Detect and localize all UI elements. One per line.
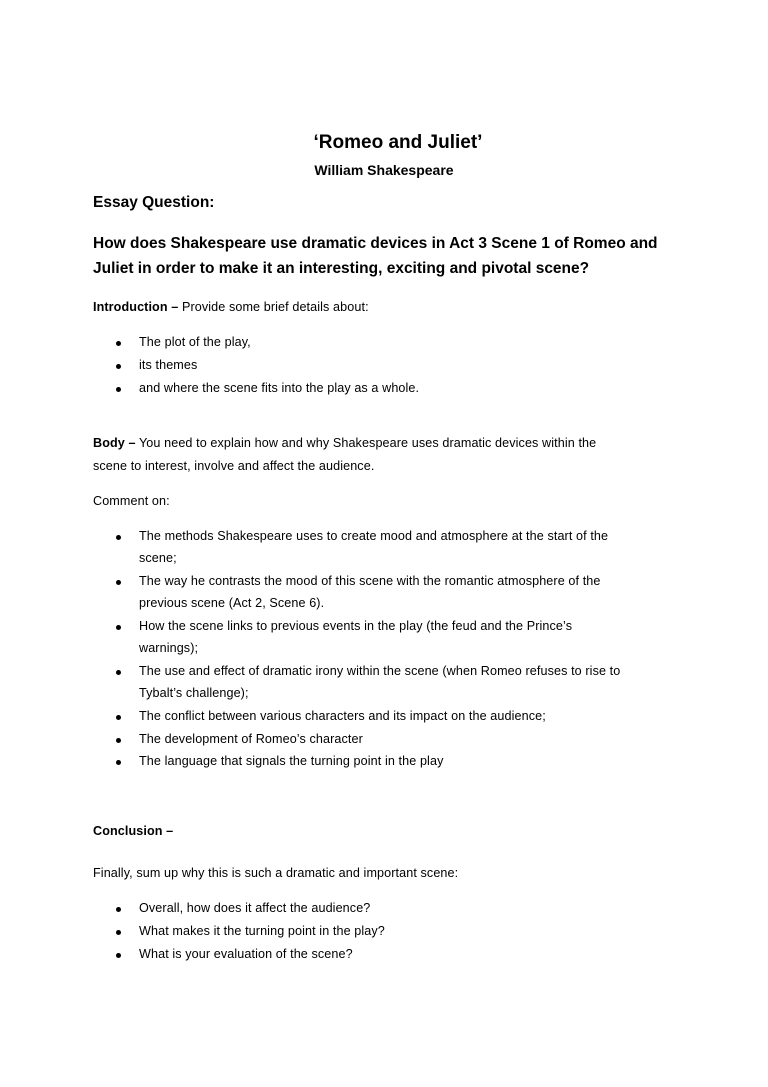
bullet-icon <box>116 625 121 630</box>
body-paragraph-line-1 <box>93 436 596 450</box>
list-item: The conflict between various characters and its impact on the audience; <box>139 709 546 723</box>
conclusion-label: Conclusion – <box>93 824 174 838</box>
list-item: Tybalt’s challenge); <box>139 686 249 700</box>
conclusion-text: Finally, sum up why this is such a dramatic and important scene: <box>93 866 459 880</box>
list-item: previous scene (Act 2, Scene 6). <box>139 596 325 610</box>
bullet-icon <box>116 738 121 743</box>
bullet-icon <box>116 760 121 765</box>
list-item: its themes <box>139 358 198 372</box>
bullet-icon <box>116 341 121 346</box>
document-title: ‘Romeo and Juliet’ <box>313 132 483 153</box>
document-author: William Shakespeare <box>314 162 454 178</box>
bullet-icon <box>116 930 121 935</box>
list-item: The methods Shakespeare uses to create mood and atmosphere at the start of the <box>139 529 609 543</box>
bullet-icon <box>116 364 121 369</box>
question-line-1: How does Shakespeare use dramatic devices in Act 3 Scene 1 of Romeo and <box>93 235 658 252</box>
list-item: The way he contrasts the mood of this scene with the romantic atmosphere of the <box>139 574 601 588</box>
introduction-text: Provide some brief details about: <box>178 300 369 314</box>
bullet-icon <box>116 670 121 675</box>
list-item: Overall, how does it affect the audience? <box>139 901 371 915</box>
list-item: The plot of the play, <box>139 335 251 349</box>
question-line-2: Juliet in order to make it an interesting, exciting and pivotal scene? <box>93 260 590 277</box>
list-item: What is your evaluation of the scene? <box>139 947 353 961</box>
introduction-label: Introduction – <box>93 300 179 314</box>
body-text: You need to explain how and why Shakespeare uses dramatic devices within the <box>135 436 597 450</box>
essay-question-heading: Essay Question: <box>93 194 215 211</box>
bullet-icon <box>116 580 121 585</box>
bullet-icon <box>116 387 121 392</box>
list-item: The development of Romeo’s character <box>139 732 363 746</box>
list-item: What makes it the turning point in the play? <box>139 924 385 938</box>
bullet-icon <box>116 715 121 720</box>
body-label: Body – <box>93 436 136 450</box>
body-paragraph-line-2: scene to interest, involve and affect the audience. <box>93 459 375 473</box>
list-item: scene; <box>139 551 177 565</box>
list-item: How the scene links to previous events in the play (the feud and the Prince’s <box>139 619 573 633</box>
comment-on-label: Comment on: <box>93 494 170 508</box>
list-item: and where the scene fits into the play as a whole. <box>139 381 420 395</box>
list-item: The language that signals the turning point in the play <box>139 754 444 768</box>
introduction-paragraph <box>93 300 369 314</box>
bullet-icon <box>116 953 121 958</box>
bullet-icon <box>116 535 121 540</box>
list-item: warnings); <box>139 641 199 655</box>
bullet-icon <box>116 907 121 912</box>
list-item: The use and effect of dramatic irony within the scene (when Romeo refuses to rise to <box>139 664 621 678</box>
